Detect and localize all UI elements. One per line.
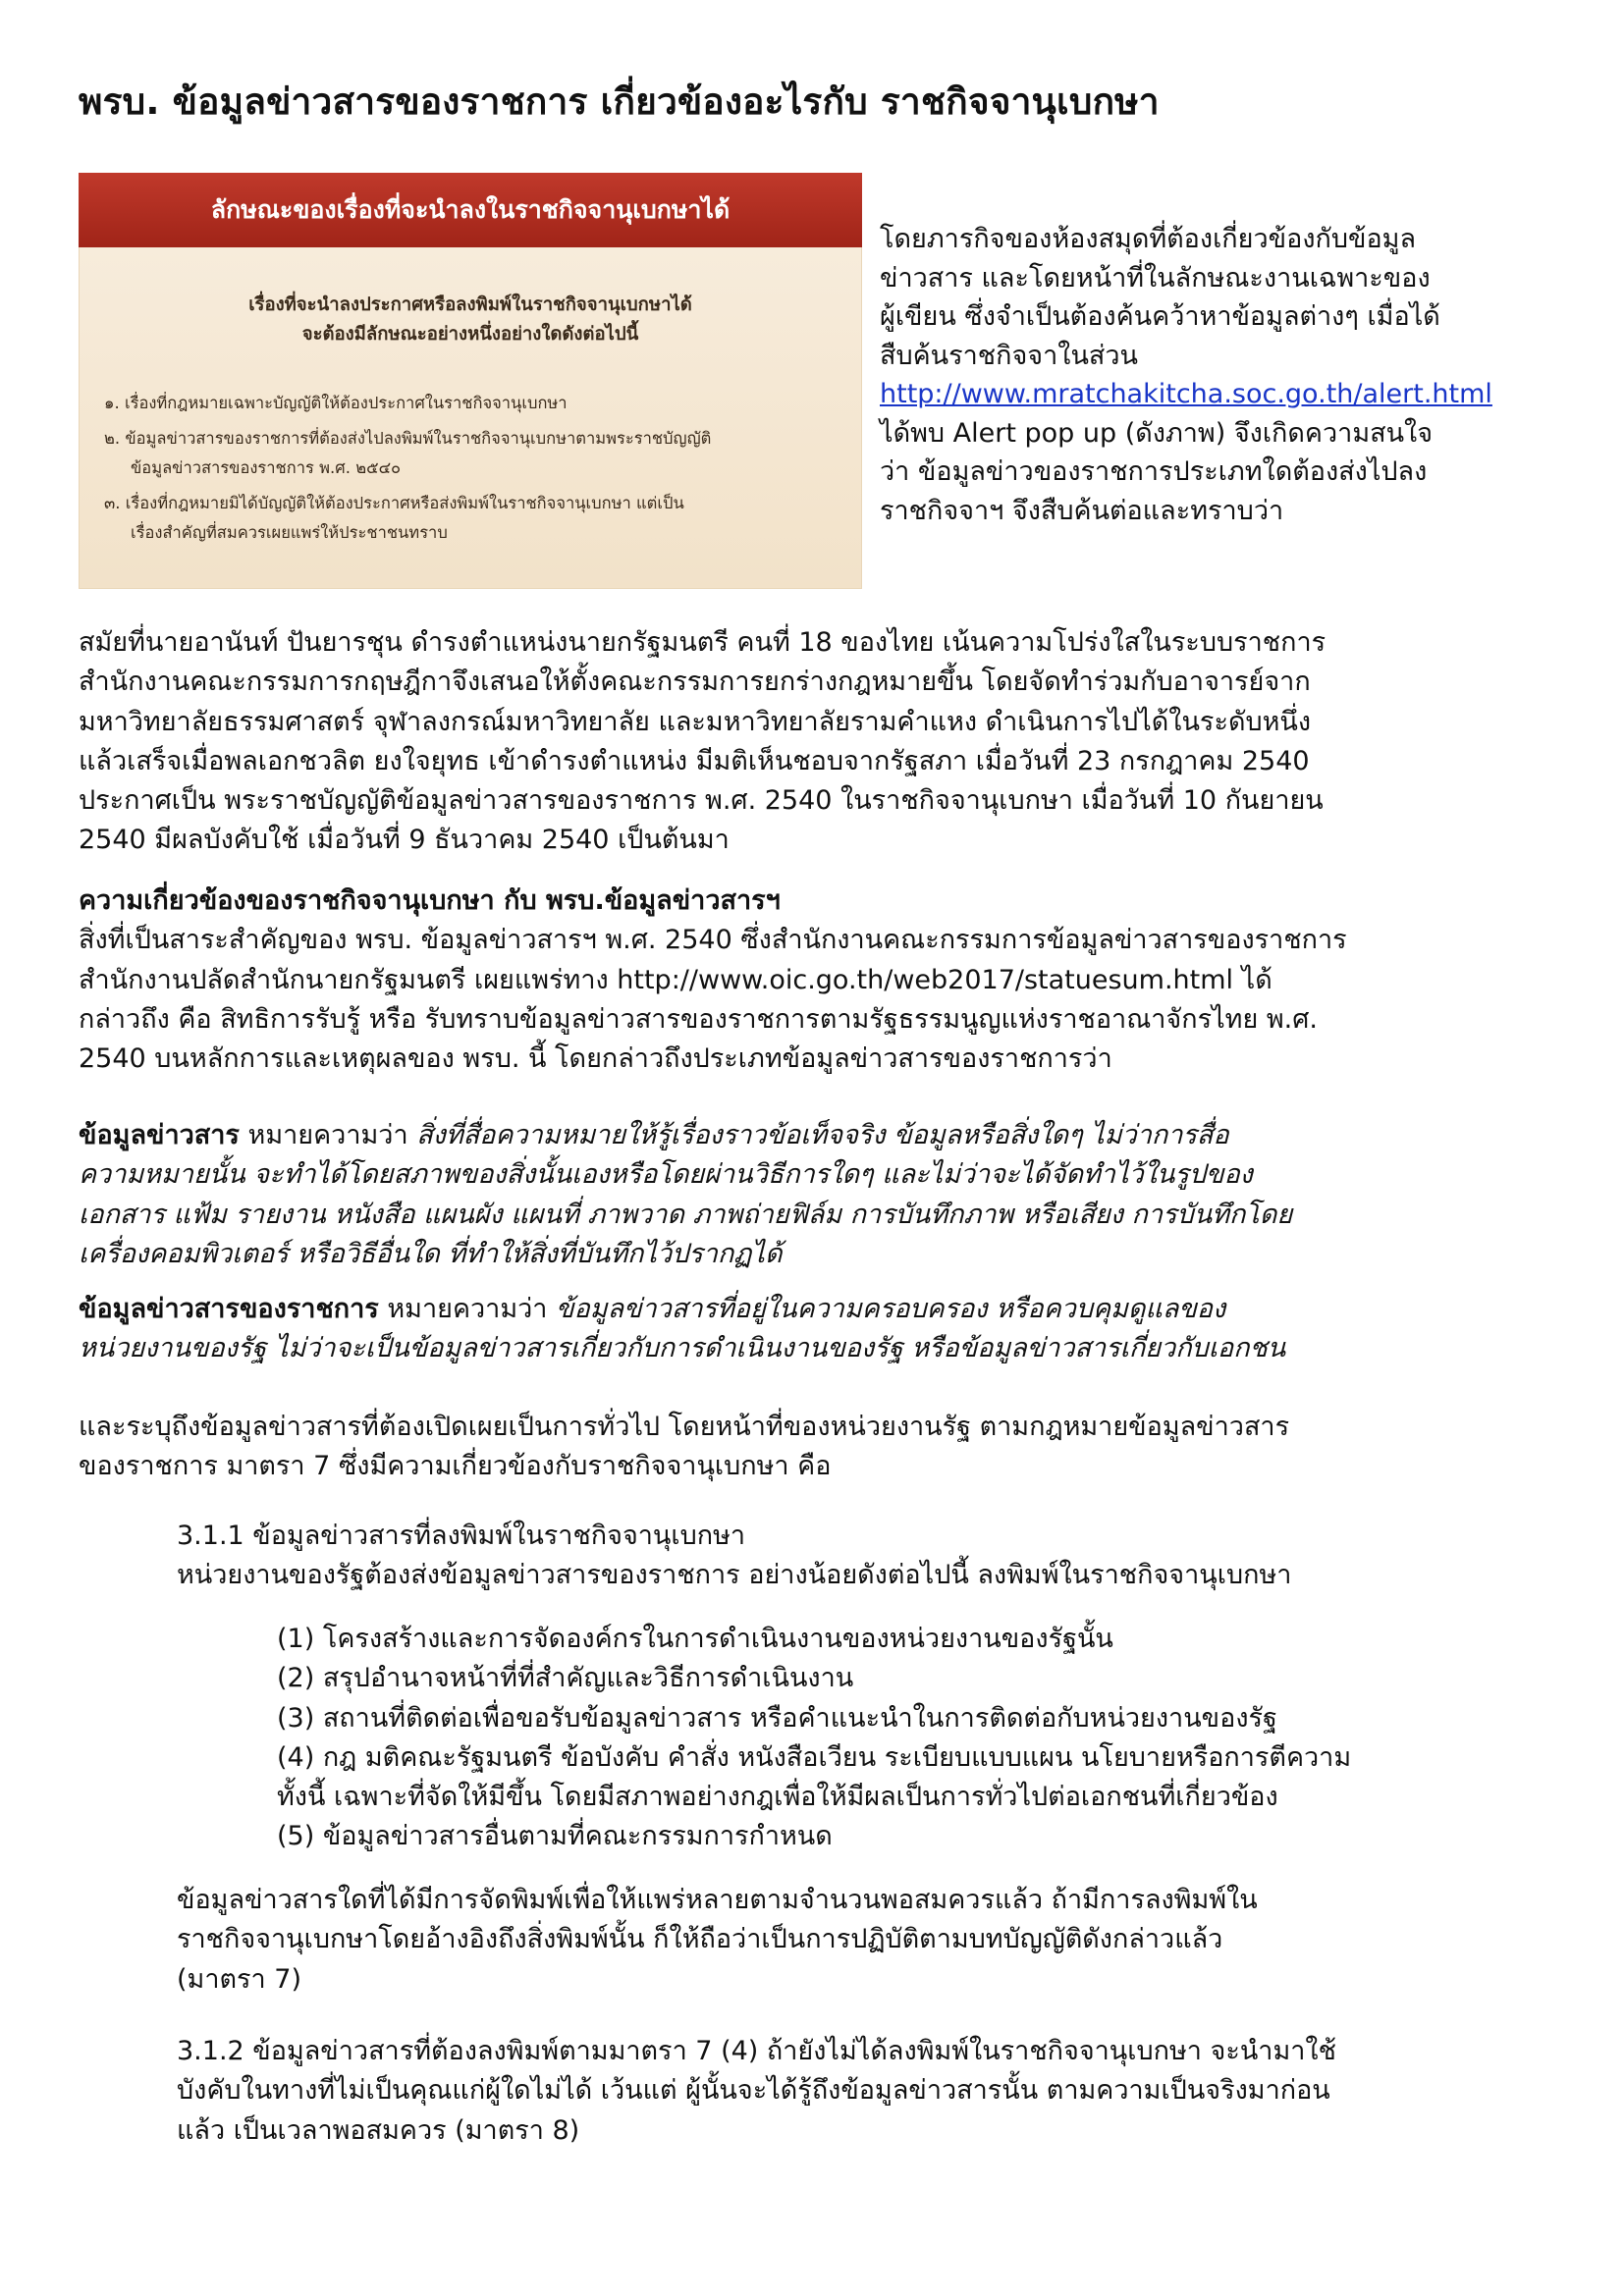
list-item: ทั้งนี้ เฉพาะที่จัดให้มีขึ้น โดยมีสภาพอย่างกฎเพื่อให้มีผลเป็นการทั่วไปต่อเอกชนที่เกี่ยวข้อง bbox=[277, 1782, 1278, 1813]
list-item: (4) กฎ มติคณะรัฐมนตรี ข้อบังคับ คำสั่ง หนังสือเวียน ระเบียบแบบแผน นโยบายหรือการตีความ bbox=[277, 1741, 1352, 1773]
text-line bbox=[79, 1116, 1551, 1155]
figure-list bbox=[79, 389, 862, 548]
definition-information bbox=[79, 1116, 1551, 1274]
definition-text: เครื่องคอมพิวเตอร์ หรือวิธีอื่นใด ที่ทำให้สิ่งที่บันทึกไว้ปรากฏได้ bbox=[79, 1238, 783, 1269]
figure-list-item bbox=[104, 389, 840, 418]
text-line: ผู้เขียน ซึ่งจำเป็นต้องค้นคว้าหาข้อมูลต่างๆ เมื่อได้ bbox=[880, 301, 1440, 332]
figure-list-item-text: ๒. ข้อมูลข่าวสารของราชการที่ต้องส่งไปลงพิมพ์ในราชกิจจานุเบกษาตามพระราชบัญญัติ bbox=[104, 429, 712, 448]
text-line: โดยภารกิจของห้องสมุดที่ต้องเกี่ยวข้องกับข้อมูล bbox=[880, 224, 1416, 254]
definition-term: ข้อมูลข่าวสารของราชการ bbox=[79, 1294, 379, 1324]
section-3-1-1 bbox=[177, 1517, 1551, 1596]
intro-side-text bbox=[880, 220, 1547, 530]
figure-subtitle bbox=[79, 291, 862, 349]
section-heading: ความเกี่ยวข้องของราชกิจจานุเบกษา กับ พรบ.ข้อมูลข่าวสารฯ bbox=[79, 885, 781, 916]
text-line: ประกาศเป็น พระราชบัญญัติข้อมูลข่าวสารของราชการ พ.ศ. 2540 ในราชกิจจานุเบกษา เมื่อวันที่ 10 กันยายน bbox=[79, 785, 1324, 817]
definition-text: สิ่งที่สื่อความหมายให้รู้เรื่องราวข้อเท็จจริง ข้อมูลหรือสิ่งใดๆ ไม่ว่าการสื่อ bbox=[416, 1120, 1229, 1150]
text-line: แล้วเสร็จเมื่อพลเอกชวลิต ยงใจยุทธ เข้าดำรงตำแหน่ง มีมติเห็นชอบจากรัฐสภา เมื่อวันที่ 23 กรกฎาคม 2540 bbox=[79, 745, 1310, 776]
figure-subtitle-line: เรื่องที่จะนำลงประกาศหรือลงพิมพ์ในราชกิจจานุเบกษาได้ bbox=[248, 294, 692, 315]
text-line: (มาตรา 7) bbox=[177, 1963, 301, 1995]
text-line bbox=[79, 1290, 1551, 1329]
definition-lead: หมายความว่า bbox=[378, 1294, 557, 1324]
list-item: (2) สรุปอำนาจหน้าที่ที่สำคัญและวิธีการดำเนินงาน bbox=[277, 1663, 854, 1694]
text-line: แล้ว เป็นเวลาพอสมควร (มาตรา 8) bbox=[177, 2114, 580, 2146]
text-line: ราชกิจจาฯ จึงสืบค้นต่อและทราบว่า bbox=[880, 495, 1284, 526]
text-line: ได้พบ Alert pop up (ดังภาพ) จึงเกิดความสนใจ bbox=[880, 417, 1434, 449]
definition-text: ความหมายนั้น จะทำได้โดยสภาพของสิ่งนั้นเองหรือโดยผ่านวิธีการใดๆ และไม่ว่าจะได้จัดทำไว้ในรูปของ bbox=[79, 1159, 1253, 1191]
figure-header: ลักษณะของเรื่องที่จะนำลงในราชกิจจานุเบกษาได้ bbox=[79, 173, 862, 247]
text-line: ราชกิจจานุเบกษาโดยอ้างอิงถึงสิ่งพิมพ์นั้น ก็ให้ถือว่าเป็นการปฏิบัติตามบทบัญญัติดังกล่าวแล้ว bbox=[177, 1924, 1223, 1955]
text-line: 2540 บนหลักการและเหตุผลของ พรบ. นี้ โดยกล่าวถึงประเภทข้อมูลข่าวสารของราชการว่า bbox=[79, 1043, 1112, 1075]
figure-list-item-text: ๑. เรื่องที่กฎหมายเฉพาะบัญญัติให้ต้องประกาศในราชกิจจานุเบกษา bbox=[104, 394, 568, 412]
required-publication-list bbox=[277, 1620, 1553, 1857]
section-3-1-2 bbox=[177, 2032, 1551, 2151]
text-line: สำนักงานปลัดสำนักนายกรัฐมนตรี เผยแพร่ทาง http://www.oic.go.th/web2017/statuesum.html ได้ bbox=[79, 964, 1272, 995]
ratchakitcha-alert-link[interactable]: http://www.mratchakitcha.soc.go.th/alert.html bbox=[880, 379, 1492, 409]
text-line: มหาวิทยาลัยธรรมศาสตร์ จุฬาลงกรณ์มหาวิทยาลัย และมหาวิทยาลัยรามคำแหง ดำเนินการไปได้ในระดับหนึ่ง bbox=[79, 706, 1312, 737]
page-title: พรบ. ข้อมูลข่าวสารของราชการ เกี่ยวข้องอะไรกับ ราชกิจจานุเบกษา bbox=[79, 80, 1160, 123]
relation-section bbox=[79, 881, 1551, 1079]
text-line: 3.1.1 ข้อมูลข่าวสารที่ลงพิมพ์ในราชกิจจานุเบกษา bbox=[177, 1521, 746, 1551]
list-item: (1) โครงสร้างและการจัดองค์กรในการดำเนินงานของหน่วยงานของรัฐนั้น bbox=[277, 1624, 1113, 1654]
text-line: ข้อมูลข่าวสารใดที่ได้มีการจัดพิมพ์เพื่อให้แพร่หลายตามจำนวนพอสมควรแล้ว ถ้ามีการลงพิมพ์ใน bbox=[177, 1885, 1258, 1915]
definition-text: ข้อมูลข่าวสารที่อยู่ในความครอบครอง หรือควบคุมดูแลของ bbox=[556, 1294, 1226, 1324]
text-line: ของราชการ มาตรา 7 ซึ่งมีความเกี่ยวข้องกับราชกิจจานุเบกษา คือ bbox=[79, 1451, 832, 1482]
figure-list-item-text: ๓. เรื่องที่กฎหมายมิได้บัญญัติให้ต้องประกาศหรือส่งพิมพ์ในราชกิจจานุเบกษา แต่เป็น bbox=[104, 494, 684, 512]
definition-term: ข้อมูลข่าวสาร bbox=[79, 1120, 240, 1150]
text-line: 2540 มีผลบังคับใช้ เมื่อวันที่ 9 ธันวาคม 2540 เป็นต้นมา bbox=[79, 825, 730, 856]
text-line: กล่าวถึง คือ สิทธิการรับรู้ หรือ รับทราบข้อมูลข่าวสารของราชการตามรัฐธรรมนูญแห่งราชอาณาจักรไทย พ.ศ. bbox=[79, 1003, 1318, 1035]
figure-list-item bbox=[104, 424, 840, 483]
definition-official-information bbox=[79, 1290, 1551, 1369]
definition-text: หน่วยงานของรัฐ ไม่ว่าจะเป็นข้อมูลข่าวสารเกี่ยวกับการดำเนินงานของรัฐ หรือข้อมูลข่าวสารเกี่ยวกับเอกชน bbox=[79, 1333, 1286, 1364]
figure-subtitle-line: จะต้องมีลักษณะอย่างหนึ่งอย่างใดดังต่อไปนี้ bbox=[301, 324, 639, 345]
publication-note-paragraph bbox=[177, 1881, 1551, 2000]
text-line: สืบค้นราชกิจจาในส่วน bbox=[880, 340, 1139, 371]
text-line: บังคับในทางที่ไม่เป็นคุณแก่ผู้ใดไม่ได้ เว้นแต่ ผู้นั้นจะได้รู้ถึงข้อมูลข่าวสารนั้น ตามความเป็นจริงมาก่อน bbox=[177, 2075, 1330, 2107]
text-line: ข่าวสาร และโดยหน้าที่ในลักษณะงานเฉพาะของ bbox=[880, 262, 1431, 294]
history-paragraph bbox=[79, 623, 1551, 861]
list-item: (5) ข้อมูลข่าวสารอื่นตามที่คณะกรรมการกำหนด bbox=[277, 1821, 833, 1852]
definition-text: เอกสาร แฟ้ม รายงาน หนังสือ แผนผัง แผนที่ ภาพวาด ภาพถ่ายฟิล์ม การบันทึกภาพ หรือเสียง การบันทึกโดย bbox=[79, 1199, 1293, 1230]
figure-list-item bbox=[104, 489, 840, 548]
announcement-image bbox=[79, 173, 862, 589]
disclosure-paragraph bbox=[79, 1408, 1551, 1487]
list-item: (3) สถานที่ติดต่อเพื่อขอรับข้อมูลข่าวสาร หรือคำแนะนำในการติดต่อกับหน่วยงานของรัฐ bbox=[277, 1702, 1277, 1734]
text-line: และระบุถึงข้อมูลข่าวสารที่ต้องเปิดเผยเป็นการทั่วไป โดยหน้าที่ของหน่วยงานรัฐ ตามกฎหมายข้อมูลข่าวสาร bbox=[79, 1412, 1290, 1442]
text-line: สำนักงานคณะกรรมการกฤษฎีกาจึงเสนอให้ตั้งคณะกรรมการยกร่างกฎหมายขึ้น โดยจัดทำร่วมกับอาจารย์จาก bbox=[79, 667, 1311, 698]
definition-lead: หมายความว่า bbox=[239, 1120, 417, 1150]
figure-list-item-text: ข้อมูลข่าวสารของราชการ พ.ศ. ๒๕๔๐ bbox=[131, 458, 402, 477]
figure-list-item-text: เรื่องสำคัญที่สมควรเผยแพร่ให้ประชาชนทราบ bbox=[131, 523, 448, 542]
text-line: 3.1.2 ข้อมูลข่าวสารที่ต้องลงพิมพ์ตามมาตรา 7 (4) ถ้ายังไม่ได้ลงพิมพ์ในราชกิจจานุเบกษา จะนำมาใช้ bbox=[177, 2036, 1336, 2066]
text-line: หน่วยงานของรัฐต้องส่งข้อมูลข่าวสารของราชการ อย่างน้อยดังต่อไปนี้ ลงพิมพ์ในราชกิจจานุเบกษา bbox=[177, 1560, 1292, 1591]
text-line: ว่า ข้อมูลข่าวของราชการประเภทใดต้องส่งไปลง bbox=[880, 456, 1428, 487]
text-line: สิ่งที่เป็นสาระสำคัญของ พรบ. ข้อมูลข่าวสารฯ พ.ศ. 2540 ซึ่งสำนักงานคณะกรรมการข้อมูลข่าวสารของราชการ bbox=[79, 925, 1347, 956]
text-line: สมัยที่นายอานันท์ ปันยารชุน ดำรงตำแหน่งนายกรัฐมนตรี คนที่ 18 ของไทย เน้นความโปร่งใสในระบบราชการ bbox=[79, 627, 1326, 658]
